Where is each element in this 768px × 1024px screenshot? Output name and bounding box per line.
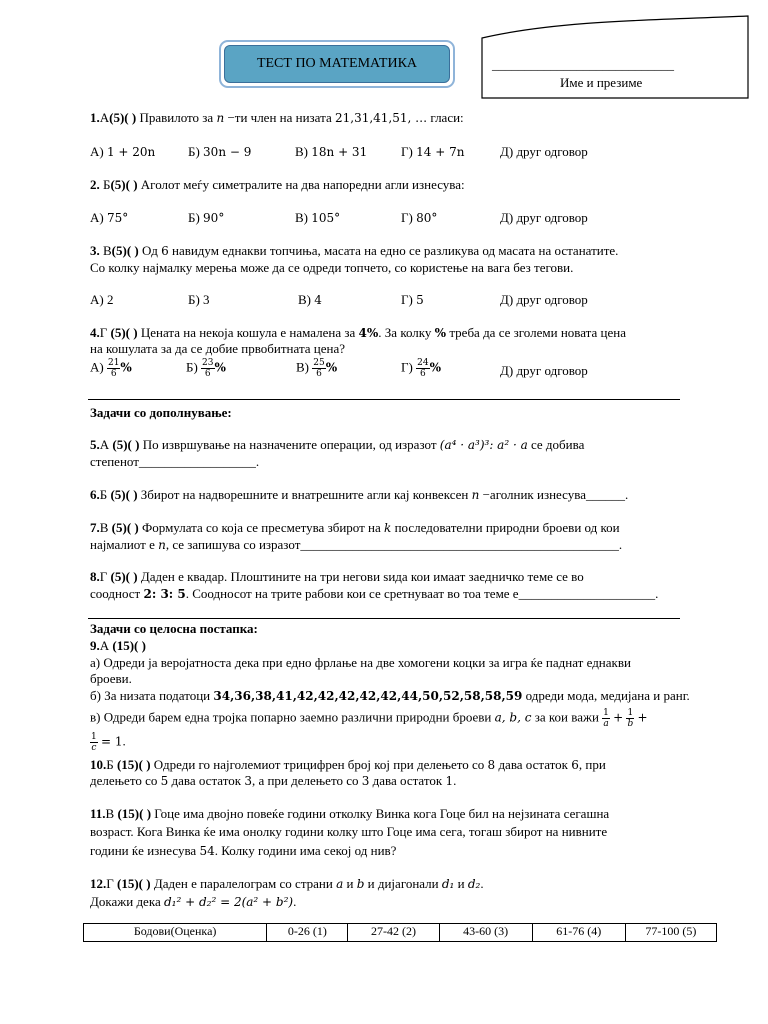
q12-stem: 12.Г (15)( ) Даден е паралелограм со страни a и b и дијагонали d₁ и d₂.: [90, 876, 484, 891]
title-box: [219, 40, 455, 88]
q1-option-b: Б) 30n − 9: [188, 144, 252, 159]
q6-stem: 6.Б (5)( ) Збирот на надворешните и внатрешните агли кај конвексен n −аголник изнесува______.: [90, 487, 629, 502]
q1-option-a: А) 1 + 20n: [90, 144, 156, 159]
q4-option-d: Г) $\frac{24}{6}$ %: [401, 358, 441, 379]
fraction: $\frac{23}{6}$: [202, 358, 214, 379]
score-range-cell: 27-42 (2): [348, 924, 439, 942]
q8-stem-line2: соодност 2: 3: 5. Соодносот на трите рабови кои се сретнуваат во тоа теме е_____________________.: [90, 586, 659, 601]
q4-option-e: Д) друг одговор: [500, 363, 588, 378]
score-range-cell: 61-76 (4): [532, 924, 625, 942]
q7-stem-line2: најмалиот е n, се запишува со изразот_________________________________________________.: [90, 537, 623, 552]
divider: [88, 618, 680, 619]
q9-part-a-line2: броеви.: [90, 671, 132, 686]
q4-option-c: В) $\frac{25}{6}$ %: [296, 358, 338, 379]
score-range-cell: 43-60 (3): [439, 924, 532, 942]
score-range-cell: 77-100 (5): [625, 924, 716, 942]
q1-option-d: Г) 14 + 7n: [401, 144, 465, 159]
q2-option-e: Д) друг одговор: [500, 210, 588, 225]
name-line: ____________________________: [492, 57, 674, 72]
q9-part-c-line2: $\frac{1}{c}$ = 1.: [91, 732, 126, 753]
q11-stem-line2: возраст. Кога Винка ќе има онолку години колку што Гоце има сега, тогаш збирот на нивните: [90, 824, 608, 839]
q2-option-c: В) 105°: [295, 210, 341, 225]
q11-stem-line3: години ќе изнесува 54. Колку години има секој од нив?: [90, 843, 397, 858]
q3-stem: 3. В(5)( ) Од 6 навидум еднакви топчиња, масата на едно се разликува од масата на останатите.: [90, 243, 619, 258]
score-range-cell: 0-26 (1): [267, 924, 348, 942]
q10-stem: 10.Б (15)( ) Одреди го најголемиот трицифрен број кој при делењето со 8 дава остаток 6, при: [90, 757, 606, 772]
q5-stem: 5.А (5)( ) По извршување на назначените операции, од изразот (a⁴ · a³)³: a² · a се добива: [90, 437, 585, 452]
q9-part-a: а) Одреди ја веројатноста дека при едно фрлање на две хомогени коцки за игра ќе паднат еднакви: [90, 655, 631, 670]
q7-stem: 7.В (5)( ) Формулата со која се пресметува збирот на k последователни природни броеви од кои: [90, 520, 620, 535]
q1-option-e: Д) друг одговор: [500, 144, 588, 159]
q4-option-a: А) $\frac{21}{6}$ %: [90, 358, 132, 379]
fraction: $\frac{24}{6}$: [417, 358, 429, 379]
test-title: ТЕСТ ПО МАТЕМАТИКА: [256, 56, 418, 71]
q12-stem-line2: Докажи дека d₁² + d₂² = 2(a² + b²).: [90, 894, 297, 909]
q3-option-d: Г) 5: [401, 292, 424, 307]
divider: [88, 399, 680, 400]
name-label: Име и презиме: [560, 75, 643, 90]
q4-option-b: Б) $\frac{23}{6}$ %: [186, 358, 226, 379]
q8-stem: 8.Г (5)( ) Даден е квадар. Плоштините на три негови ѕида кои имаат заедничко теме се во: [90, 569, 584, 584]
q4-stem: 4.Г (5)( ) Цената на некоја кошула е намалена за 4%. За колку % треба да се зголеми новата цена: [90, 325, 626, 340]
q3-option-a: А) 2: [90, 292, 114, 307]
q11-stem: 11.В (15)( ) Гоце има двојно повеќе години отколку Винка кога Гоце бил на нејзината сегашна: [90, 806, 610, 821]
q3-option-c: В) 4: [298, 292, 322, 307]
table-row: [84, 924, 717, 942]
q3-stem-line2: Со колку најмалку мерења може да се одреди топчето, со користење на вага без тегови.: [90, 260, 574, 275]
q5-stem-line2: степенот__________________.: [90, 454, 260, 469]
q9-part-c: в) Одреди барем една тројка попарно заемно различни природни броеви a, b, c за кои важи $\frac{1}{a}$ + $\frac{1}{b}$ +: [90, 708, 648, 729]
q10-stem-line2: делењето со 5 дава остаток 3, а при делењето со 3 дава остаток 1.: [90, 773, 457, 788]
score-label-cell: Бодови(Оценка): [84, 924, 267, 942]
q1-option-c: В) 18n + 31: [295, 144, 368, 159]
q2-option-d: Г) 80°: [401, 210, 438, 225]
q4-stem-line2: на кошулата за да се добие првобитната цена?: [90, 341, 346, 356]
fraction: $\frac{25}{6}$: [313, 358, 325, 379]
q3-option-e: Д) друг одговор: [500, 292, 588, 307]
fraction: $\frac{21}{6}$: [107, 358, 120, 379]
section-full-procedure-heading: Задачи со целосна постапка:: [90, 621, 258, 636]
q2-option-a: А) 75°: [90, 210, 129, 225]
q3-option-b: Б) 3: [188, 292, 210, 307]
q2-option-b: Б) 90°: [188, 210, 225, 225]
score-table: [83, 923, 717, 942]
section-fill-in-heading: Задачи со дополнување:: [90, 405, 232, 420]
q1-stem: 1.А(5)( ) Правилото за n −ти член на низата 21,31,41,51, … гласи:: [90, 110, 464, 125]
q9-part-b: б) За низата податоци 34,36,38,41,42,42,42,42,42,44,50,52,58,58,59 одреди мода, медијана и ранг.: [90, 688, 690, 703]
q2-stem: 2. Б(5)( ) Аголот меѓу симетралите на два напоредни агли изнесува:: [90, 177, 465, 192]
q9-header: 9.А (15)( ): [90, 638, 146, 653]
